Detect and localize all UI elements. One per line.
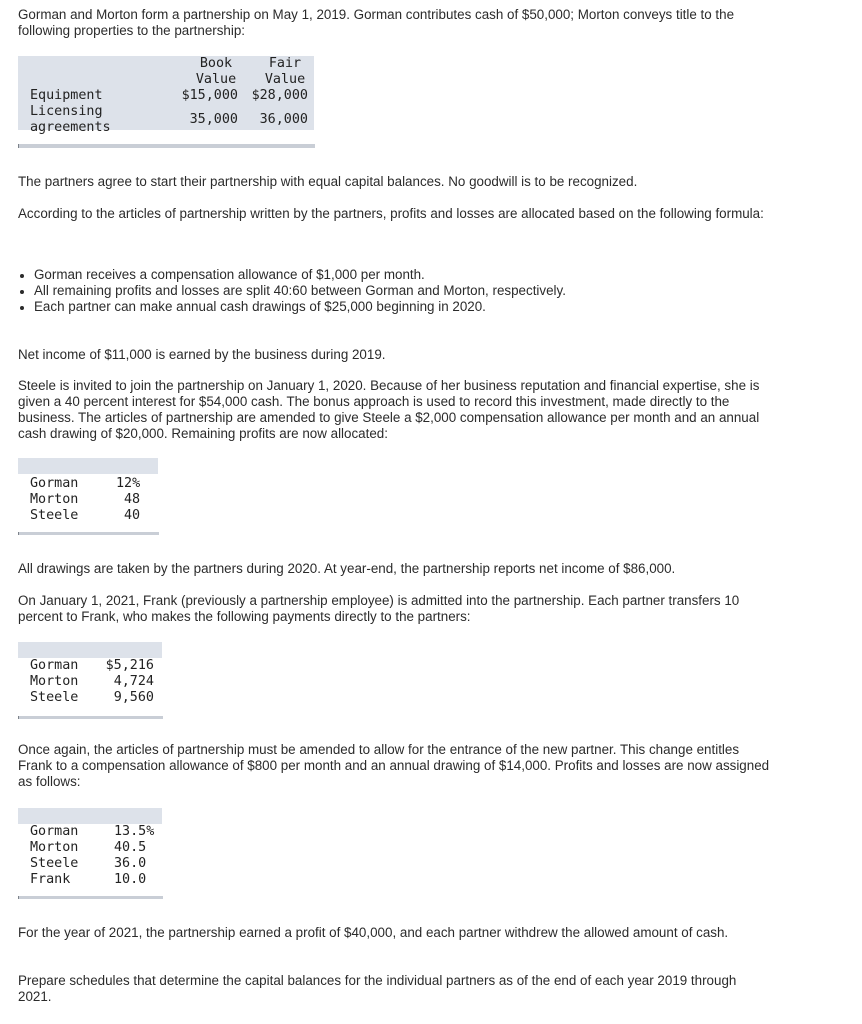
partner-name: Morton [30, 840, 79, 855]
table-row [18, 872, 162, 888]
fair-value-cell: $28,000 [251, 88, 308, 103]
partner-name: Frank [30, 872, 71, 887]
table-row [18, 508, 158, 524]
profit-2021-paragraph: For the year of 2021, the partnership earned a profit of $40,000, and each partner withdrew the allowed amount of cash. [18, 925, 729, 940]
payment-value: $5,216 [105, 658, 154, 673]
table-row [18, 840, 162, 856]
equal-capital-paragraph: The partners agree to start their partnership with equal capital balances. No goodwill is to be recognized. [18, 174, 638, 189]
header-book-value: Book Value [195, 56, 237, 87]
articles-paragraph: According to the articles of partnership written by the partners, profits and losses are allocated based on the following formula: [18, 206, 764, 221]
partner-name: Gorman [30, 824, 79, 839]
partner-name: Steele [30, 690, 79, 705]
table-scrollbar[interactable] [18, 716, 163, 719]
steele-paragraph: Steele is invited to join the partnership on January 1, 2020. Because of her business reputation and financial expertise, she is given a 40 percent interest for $54,000 cash. The bonus approach is used to record this investment, made directly to the business. The articles of partnership are amended to give Steele a $2,000 compensation allowance per month and an annual cash drawing of $20,000. Remaining profits are now allocated: [18, 378, 760, 441]
allocation-value: 12% [116, 476, 141, 491]
amended-articles-paragraph: Once again, the articles of partnership must be amended to allow for the entrance of the new partner. This change entitles Frank to a compensation allowance of $800 per month and an annual drawing of $14,000. Profits and losses are now assigned as follows: [18, 742, 770, 789]
payment-value: 4,724 [113, 674, 154, 689]
table-row [18, 658, 162, 674]
fair-value-cell: 36,000 [259, 112, 308, 127]
allocation-value: 36.0 [114, 856, 147, 871]
list-item: • Each partner can make annual cash drawings of $25,000 beginning in 2020. [34, 299, 814, 315]
table-row [18, 690, 162, 706]
partner-name: Morton [30, 674, 79, 689]
table-row [18, 476, 158, 492]
allocation-formula-list [18, 267, 814, 315]
partner-name: Steele [30, 508, 79, 523]
row-label: Equipment [30, 88, 103, 103]
net-income-2019-paragraph: Net income of $11,000 is earned by the business during 2019. [18, 347, 386, 362]
allocation-value: 48 [124, 492, 141, 507]
allocation-value: 10.0 [114, 872, 147, 887]
drawings-2020-paragraph: All drawings are taken by the partners during 2020. At year-end, the partnership reports net income of $86,000. [18, 561, 676, 576]
instructions-paragraph: Prepare schedules that determine the capital balances for the individual partners as of the end of each year 2019 through 2021. [18, 973, 737, 1004]
table-scrollbar[interactable] [18, 144, 315, 148]
list-item: • All remaining profits and losses are split 40:60 between Gorman and Morton, respectively. [34, 283, 814, 299]
table-row [18, 674, 162, 690]
row-label-line2: agreements [30, 120, 111, 135]
frank-admission-paragraph: On January 1, 2021, Frank (previously a partnership employee) is admitted into the partnership. Each partner transfers 10 percent to Frank, who makes the following payments directly to the partners: [18, 593, 740, 624]
table-scrollbar[interactable] [18, 532, 159, 535]
list-item: • Gorman receives a compensation allowance of $1,000 per month. [34, 267, 814, 283]
table-row [18, 824, 162, 840]
allocation-value: 13.5% [114, 824, 155, 839]
header-fair-value: Fair Value [264, 56, 306, 87]
allocation-value: 40.5 [114, 840, 147, 855]
table-scrollbar[interactable] [18, 896, 163, 899]
table-row [18, 492, 158, 508]
payment-value: 9,560 [113, 690, 154, 705]
intro-paragraph: Gorman and Morton form a partnership on May 1, 2019. Gorman contributes cash of $50,000; Morton conveys title to the following properties to the partnership: [18, 7, 735, 38]
row-label-line1: Licensing [30, 104, 103, 119]
partner-name: Gorman [30, 476, 79, 491]
partner-name: Steele [30, 856, 79, 871]
book-value-cell: $15,000 [181, 88, 238, 103]
partner-name: Gorman [30, 658, 79, 673]
book-value-cell: 35,000 [189, 112, 238, 127]
partner-name: Morton [30, 492, 79, 507]
allocation-value: 40 [124, 508, 141, 523]
table-row [18, 856, 162, 872]
